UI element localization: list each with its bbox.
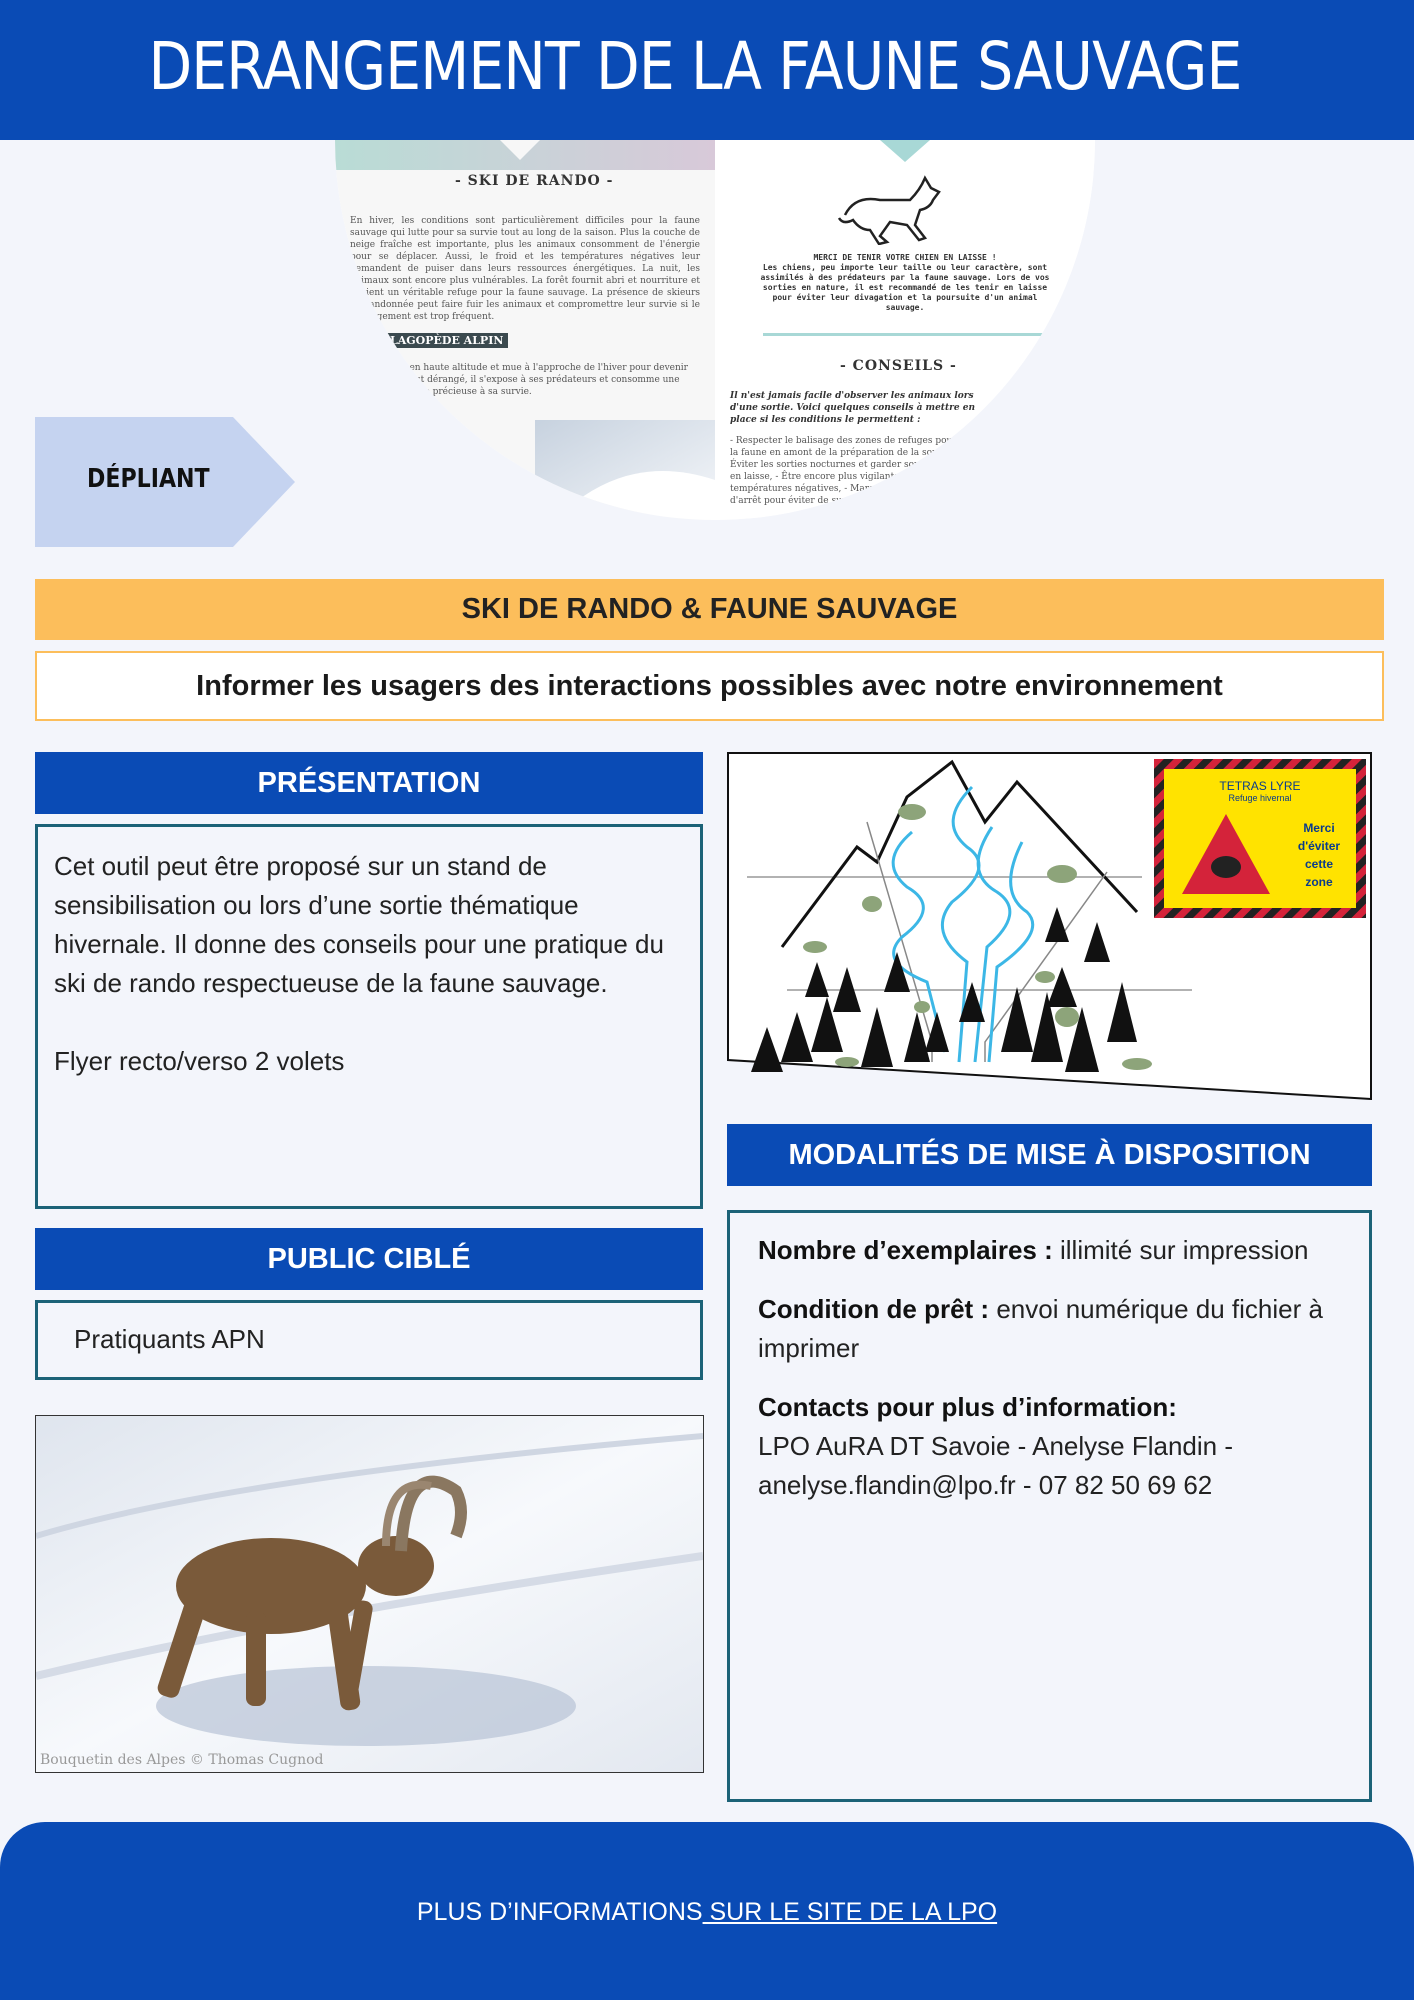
public-text: Pratiquants APN: [74, 1324, 265, 1354]
presentation-format: Flyer recto/verso 2 volets: [54, 1046, 345, 1076]
modalites-pret: Condition de prêt : envoi numérique du fichier à imprimer: [758, 1294, 1323, 1363]
theme-subtitle: Informer les usagers des interactions possibles avec notre environnement: [35, 651, 1384, 721]
depliant-tag: [35, 417, 295, 547]
presentation-box: [35, 824, 703, 1209]
modalites-header: MODALITÉS DE MISE À DISPOSITION: [727, 1124, 1372, 1186]
tetras-lyre-sign: [1154, 759, 1366, 918]
flyer-dog-message: MERCI DE TENIR VOTRE CHIEN EN LAISSE ! Les chiens, peu importe leur taille ou leur caractère, sont assimilés à des prédateurs par la faune sauvage. Lors de vos sorties en nature, il est recommandé de les tenir en laisse pour éviter leur divagation et la poursuite d'un animal sauvage.: [760, 253, 1050, 312]
flyer-left-panel: [335, 140, 715, 520]
lpo-site-link[interactable]: SUR LE SITE DE LA LPO: [702, 1898, 998, 1926]
public-box: [35, 1300, 703, 1380]
flyer-conseils-intro: Il n'est jamais facile d'observer les animaux lors d'une sortie. Voici quelques conseils à mettre en place si les conditions le permettent :: [730, 391, 975, 425]
modalites-contacts: Contacts pour plus d’information: LPO AuRA DT Savoie - Anelyse Flandin - anelyse.flandin@lpo.fr - 07 82 50 69 62: [758, 1392, 1233, 1500]
flyer-preview: [335, 140, 1095, 520]
flyer-right-panel: [715, 140, 1095, 520]
footer-text: PLUS D’INFORMATIONS SUR LE SITE DE LA LPO: [416, 1898, 998, 1926]
ibex-illustration: [36, 1416, 703, 1772]
flyer-top-gradient: [335, 140, 715, 170]
page-header: [0, 0, 1414, 140]
page-title: DERANGEMENT DE LA FAUNE SAUVAGE: [148, 28, 1242, 105]
flyer-divider: [763, 333, 1048, 336]
presentation-text: Cet outil peut être proposé sur un stand de sensibilisation ou lors d’une sortie thématique hivernale. Il donne des conseils pour une pratique du ski de rando respectueuse de la faune sauvage.: [54, 851, 664, 998]
flyer-lagopede-text: vit en haute altitude et mue à l'approche de l'hiver pour devenir s'il est dérangé, il s'expose à ses prédateurs et consomme une énergie précieuse à sa survie.: [395, 363, 688, 397]
flyer-left-title: - SKI DE RANDO -: [455, 173, 614, 189]
photo-caption: Bouquetin des Alpes © Thomas Cugnod: [40, 1752, 324, 1768]
flyer-snow-image: [535, 420, 715, 520]
flyer-lagopede-label: LAGOPÈDE ALPIN: [385, 333, 508, 348]
page-footer: [0, 1822, 1414, 2000]
dog-icon: [835, 170, 955, 245]
presentation-header: PRÉSENTATION: [35, 752, 703, 814]
flyer-conseils-title: - CONSEILS -: [840, 358, 957, 374]
flyer-conseils-list: - Respecter le balisage des zones de refuges pour la faune en amont de la préparation de la sortie, - Éviter les sorties nocturnes et garder son chien en laisse, - Être encore plus vigilants après des températures négatives, - Marquer un temps d'arrêt pour éviter de surprendre: [730, 436, 957, 506]
mountain-illustration: [727, 752, 1372, 1100]
sign-subtitle: Refuge hivernal: [1228, 793, 1292, 803]
ibex-photo: [35, 1415, 704, 1773]
modalites-nombre: Nombre d’exemplaires : illimité sur impression: [758, 1235, 1309, 1265]
sign-title: TETRAS LYRE: [1219, 779, 1301, 793]
public-header: PUBLIC CIBLÉ: [35, 1228, 703, 1290]
depliant-label: DÉPLIANT: [87, 464, 210, 494]
sign-message: Merci d'éviter cette zone: [1297, 821, 1341, 889]
modalites-box: [727, 1210, 1372, 1802]
theme-banner: SKI DE RANDO & FAUNE SAUVAGE: [35, 579, 1384, 640]
flyer-right-notch: [880, 140, 930, 164]
flyer-left-paragraph: En hiver, les conditions sont particulièrement difficiles pour la faune sauvage qui lutte pour sa survie tout au long de la saison. Plus la couche de neige fraîche est importante, plus les animaux consomment de l'énergie pour se déplacer. Aussi, le froid et les températures négatives leur demandent de puiser dans leurs ressources énergétiques. La nuit, les animaux sont encore plus vulnérables. La forêt fournit abri et nourriture et devient un véritable refuge pour la faune sauvage. La présence de skieurs de randonnée peut faire fuir les animaux et compromettre leur survie si le dérangement est trop fréquent.: [350, 216, 700, 322]
